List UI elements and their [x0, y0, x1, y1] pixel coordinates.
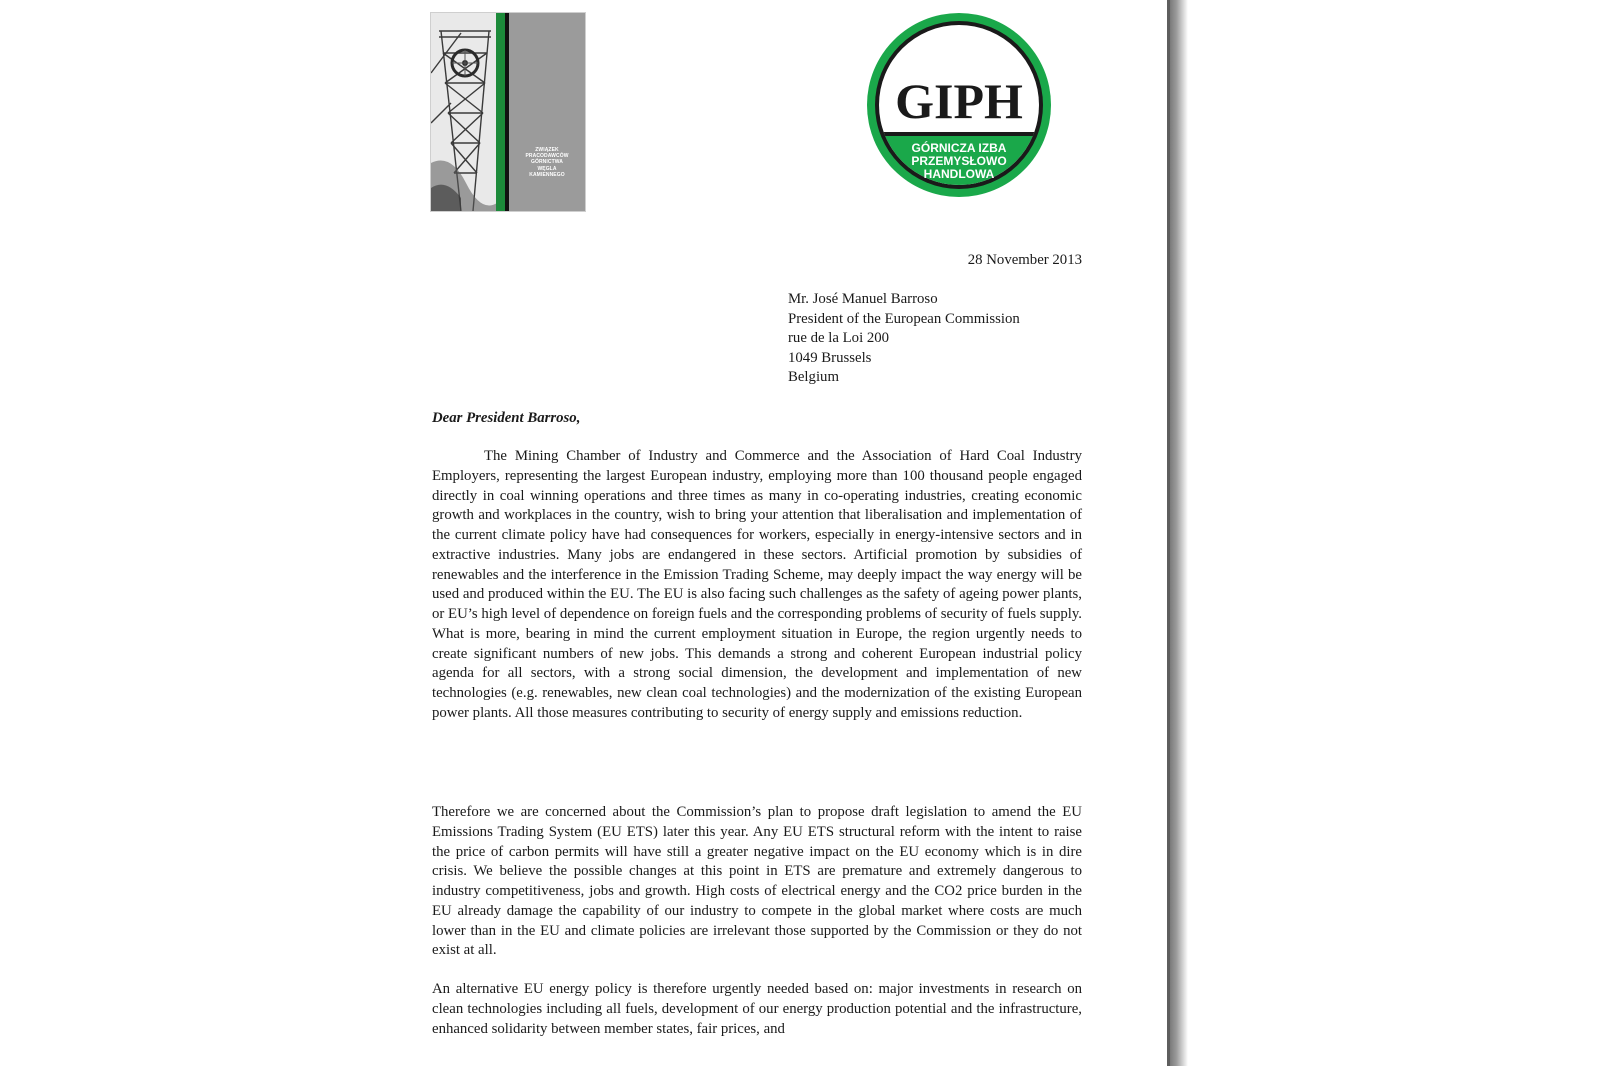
- caption-line: GÓRNICTWA: [530, 159, 563, 166]
- association-logo-caption: [513, 147, 581, 178]
- address-line: rue de la Loi 200: [788, 330, 890, 347]
- caption-line: WĘGLA: [537, 165, 557, 172]
- recipient-address: [788, 290, 1020, 388]
- address-line: 1049 Brussels: [788, 349, 872, 366]
- address-line: Mr. José Manuel Barroso: [788, 291, 938, 307]
- caption-line: ZWIĄZEK: [535, 147, 559, 153]
- green-stripe: [496, 13, 505, 211]
- letter-date: 28 November 2013: [967, 252, 1082, 268]
- association-logo: [430, 12, 586, 212]
- body-paragraph: The Mining Chamber of Industry and Commerce and the Association of Hard Coal Industry Employers, representing the largest European industry, employing more than 100 thousand people engaged directly in coal winning operations and three times as many in co-operating industries, creating economic growth and workplaces in the country, wish to bring your attention that liberalisation and implementation of the current climate policy have had consequences for workers, especially in energy-intensive sectors and in extractive industries. Many jobs are endangered in these sectors. Artificial promotion by subsidies of renewables and the interference in the Emission Trading Scheme, may deeply impact the way energy will be used and produced within the EU. The EU is also facing such challenges as the safety of ageing power plants, or EU’s high level of dependence on foreign fuels and the corresponding problems of security of fuels supply. What is more, bearing in mind the current employment situation in Europe, the region urgently needs to create significant numbers of new jobs. This demands a strong and coherent European industrial policy agenda for all sectors, with a strong social dimension, the development and implementation of new technologies (e.g. renewables, new clean coal technologies) and the modernization of the existing European power plants. All those measures contributing to security of energy supply and emissions reduction.: [432, 448, 1082, 721]
- address-line: President of the European Commission: [788, 310, 1020, 327]
- giph-logo-subtitle-line: GÓRNICZA IZBA: [911, 141, 1007, 155]
- mining-tower-icon: [431, 13, 497, 211]
- grey-panel: [509, 13, 585, 211]
- giph-logo: [866, 12, 1052, 198]
- body-paragraph: Therefore we are concerned about the Commission’s plan to propose draft legislation to amend the EU Emissions Trading System (EU ETS) later this year. Any EU ETS structural reform with the intent to raise the price of carbon permits will have still a greater negative impact on the EU economy which is in dire crisis. We believe the possible changes at this point in ETS are premature and extremely dangerous to industry competitiveness, jobs and growth. High costs of electrical energy and the CO2 price burden in the EU already damage the capability of our industry to compete in the global market where costs are much lower than in the EU and climate policies are irrelevant those supported by the Commission or they do not exist at all.: [432, 804, 1082, 959]
- giph-logo-subtitle-line: PRZEMYSŁOWO: [911, 154, 1007, 168]
- giph-logo-subtitle-line: HANDLOWA: [923, 167, 995, 181]
- body-paragraph: An alternative EU energy policy is therefore urgently needed based on: major investments in research on clean technologies including all fuels, development of our energy production potential and the infrastructure, enhanced solidarity between member states, fair prices, and: [432, 981, 1082, 1037]
- giph-logo-title: GIPH: [895, 73, 1023, 129]
- caption-line: PRACODAWCÓW: [525, 153, 569, 160]
- page-shadow: [1170, 0, 1188, 1066]
- caption-line: KAMIENNEGO: [529, 171, 565, 178]
- address-line: Belgium: [788, 369, 839, 386]
- salutation: Dear President Barroso,: [432, 410, 581, 426]
